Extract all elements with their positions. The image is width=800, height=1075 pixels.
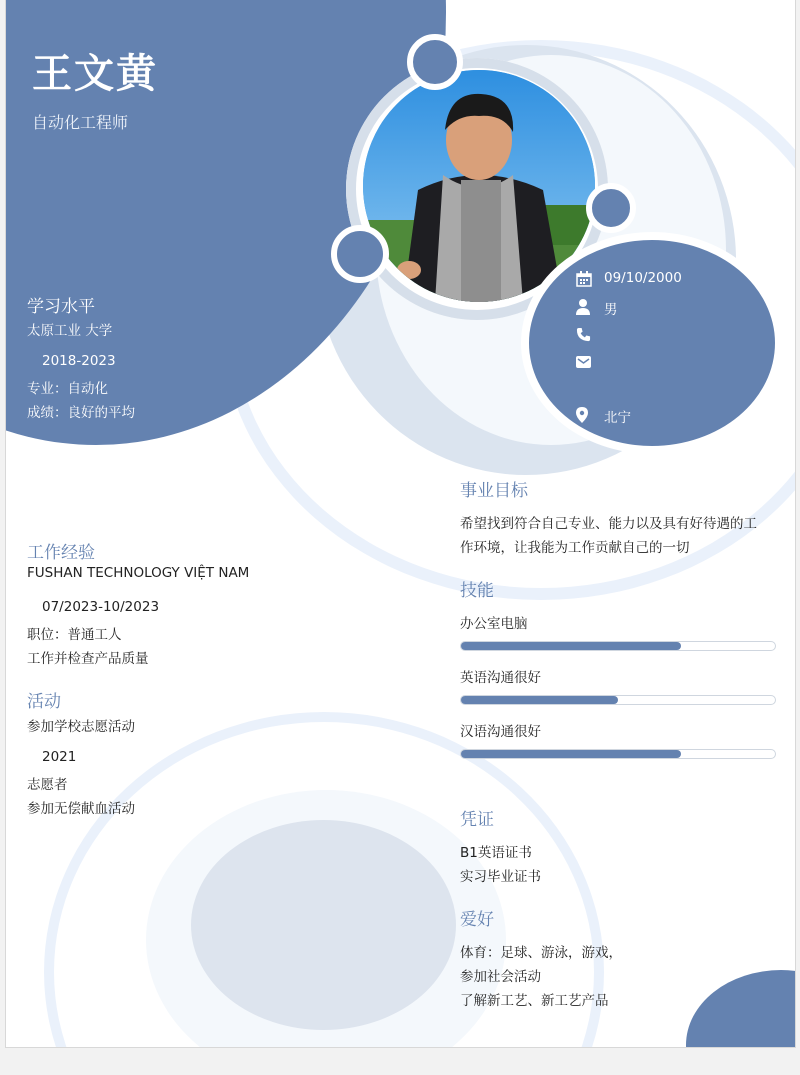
education-heading: 学习水平 bbox=[27, 297, 95, 317]
skill-bar bbox=[460, 695, 776, 705]
experience-position: 职位：普通工人 bbox=[27, 627, 122, 643]
experience-company: FUSHAN TECHNOLOGY VIỆT NAM bbox=[27, 565, 250, 581]
decor-disk-bottom bbox=[191, 820, 456, 1030]
education-major: 专业：自动化 bbox=[27, 381, 108, 397]
decor-dot-right bbox=[586, 183, 636, 233]
decor-corner bbox=[686, 970, 796, 1048]
email-icon bbox=[576, 355, 591, 369]
skill-bar-fill bbox=[461, 750, 681, 758]
hobby-item: 参加社会活动 bbox=[460, 969, 541, 985]
activity-role: 志愿者 bbox=[27, 777, 68, 793]
gender-text: 男 bbox=[604, 302, 618, 318]
certificates-heading: 凭证 bbox=[460, 810, 494, 830]
experience-heading: 工作经验 bbox=[27, 543, 95, 563]
skill-label: 办公室电脑 bbox=[460, 616, 528, 632]
person-icon bbox=[576, 299, 590, 315]
certificate-item: 实习毕业证书 bbox=[460, 869, 541, 885]
location-icon bbox=[576, 407, 588, 423]
skill-label: 汉语沟通很好 bbox=[460, 724, 541, 740]
skills-heading: 技能 bbox=[460, 581, 494, 601]
objective-line-1: 希望找到符合自己专业、能力以及具有好待遇的工 bbox=[460, 516, 757, 532]
resume-page bbox=[5, 0, 796, 1048]
skill-bar-fill bbox=[461, 696, 618, 704]
hobby-item: 了解新工艺、新工艺产品 bbox=[460, 993, 609, 1009]
education-years: 2018-2023 bbox=[42, 353, 116, 369]
skill-bar-fill bbox=[461, 642, 681, 650]
person-name: 王文黄 bbox=[32, 51, 158, 97]
objective-heading: 事业目标 bbox=[460, 481, 528, 501]
experience-period: 07/2023-10/2023 bbox=[42, 599, 160, 615]
objective-line-2: 作环境，让我能为工作贡献自己的一切 bbox=[460, 540, 690, 556]
activity-year: 2021 bbox=[42, 749, 77, 765]
education-grade: 成绩：良好的平均 bbox=[27, 405, 135, 421]
location-text: 北宁 bbox=[604, 410, 631, 426]
skill-label: 英语沟通很好 bbox=[460, 670, 541, 686]
education-school: 太原工业 大学 bbox=[27, 323, 113, 339]
job-title: 自动化工程师 bbox=[32, 113, 129, 132]
certificate-item: B1英语证书 bbox=[460, 845, 532, 861]
hobbies-heading: 爱好 bbox=[460, 910, 494, 930]
decor-dot-top bbox=[407, 34, 463, 90]
skill-bar bbox=[460, 749, 776, 759]
birthdate-text: 09/10/2000 bbox=[604, 270, 682, 286]
contact-panel bbox=[521, 232, 783, 454]
skill-bar bbox=[460, 641, 776, 651]
hobby-item: 体育：足球、游泳，游戏， bbox=[460, 945, 622, 961]
activity-name: 参加学校志愿活动 bbox=[27, 719, 135, 735]
activity-detail: 参加无偿献血活动 bbox=[27, 801, 135, 817]
experience-duty: 工作并检查产品质量 bbox=[27, 651, 149, 667]
calendar-icon bbox=[576, 271, 592, 287]
decor-dot-left bbox=[331, 225, 389, 283]
phone-icon bbox=[576, 327, 591, 342]
activities-heading: 活动 bbox=[27, 692, 61, 712]
